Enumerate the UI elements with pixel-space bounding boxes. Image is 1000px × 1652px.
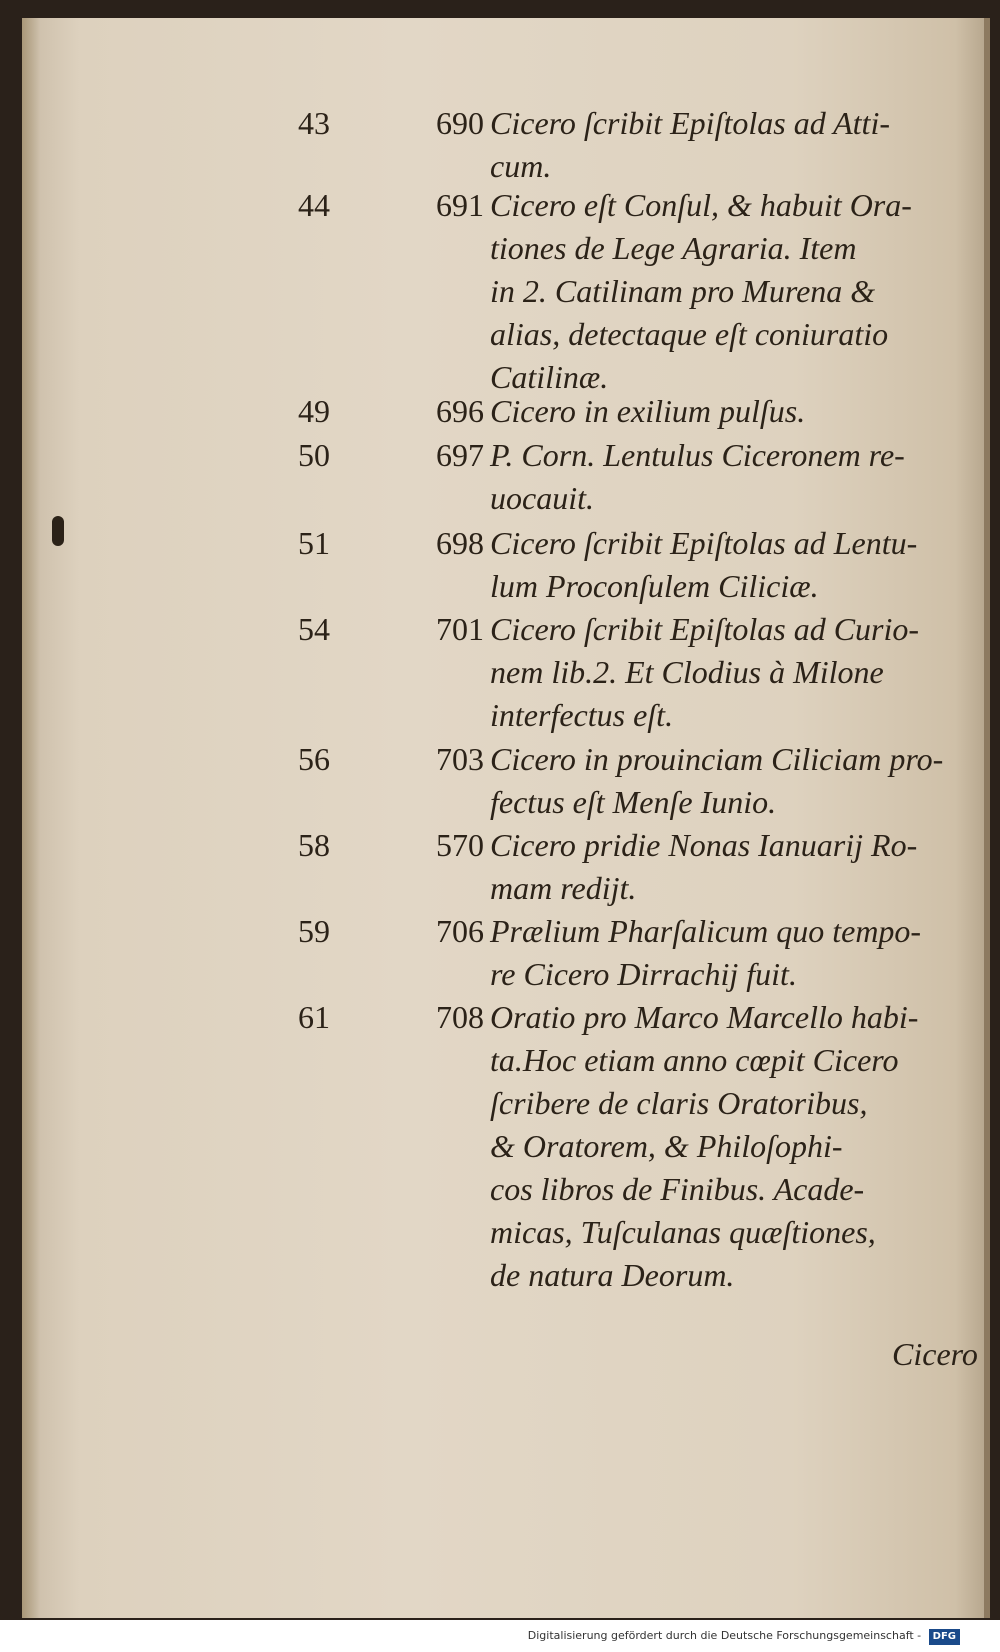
year-number: 43 <box>298 105 330 141</box>
auc-number: 703 <box>436 741 484 777</box>
year-number: 44 <box>298 187 330 223</box>
digitization-footer <box>0 1620 1000 1652</box>
auc-number: 701 <box>436 611 484 647</box>
entry-text: Prælium Pharſalicum quo tempo- re Cicero Dirrachij fuit. <box>490 913 922 992</box>
footer-credit: Digitalisierung gefördert durch die Deutsche Forschungsgemeinschaft - <box>527 1629 922 1642</box>
entry-text: P. Corn. Lentulus Ciceronem re- uocauit. <box>490 437 905 516</box>
entry-text: Cicero pridie Nonas Ianuarij Ro- mam rediјt. <box>490 827 918 906</box>
entry-text: Cicero ſcribit Epiſtolas ad Lentu- lum Proconſulem Ciliciæ. <box>490 525 918 604</box>
entry-text: Oratio pro Marco Marcello habi- ta.Hoc etiam anno cœpit Cicero ſcribere de claris Oratoribus, & Oratorem, & Philoſophi- cos libros de Finibus. Acade- micas, Tuſculanas quæſtiones, de natura Deorum. <box>490 999 919 1293</box>
year-number: 56 <box>298 741 330 777</box>
entry-text: Cicero ſcribit Epiſtolas ad Curio- nem lib.2. Et Clodius à Milone interfectus eſt. <box>490 611 920 733</box>
auc-number: 570 <box>436 827 484 863</box>
year-number: 54 <box>298 611 330 647</box>
ink-blot <box>52 516 64 546</box>
dfg-logo: DFG <box>929 1629 960 1645</box>
entry-text: Cicero eſt Conſul, & habuit Ora- tiones de Lege Agraria. Item in 2. Catilinam pro Murena & alias, detectaque eſt coniuratio Catilinæ. <box>490 187 912 395</box>
auc-number: 706 <box>436 913 484 949</box>
auc-number: 697 <box>436 437 484 473</box>
book-page <box>22 18 990 1618</box>
entry-text: Cicero ſcribit Epiſtolas ad Atti- cum. <box>490 105 890 184</box>
auc-number: 708 <box>436 999 484 1035</box>
year-number: 49 <box>298 393 330 429</box>
catchword: Cicero <box>892 1336 978 1372</box>
auc-number: 691 <box>436 187 484 223</box>
auc-number: 690 <box>436 105 484 141</box>
entry-text: Cicero in prouinciam Ciliciam pro- fectus eſt Menſe Iunio. <box>490 741 944 820</box>
year-number: 51 <box>298 525 330 561</box>
auc-number: 696 <box>436 393 484 429</box>
year-number: 50 <box>298 437 330 473</box>
auc-number: 698 <box>436 525 484 561</box>
year-number: 58 <box>298 827 330 863</box>
entry-text: Cicero in exilium pulſus. <box>490 393 806 429</box>
year-number: 59 <box>298 913 330 949</box>
year-number: 61 <box>298 999 330 1035</box>
